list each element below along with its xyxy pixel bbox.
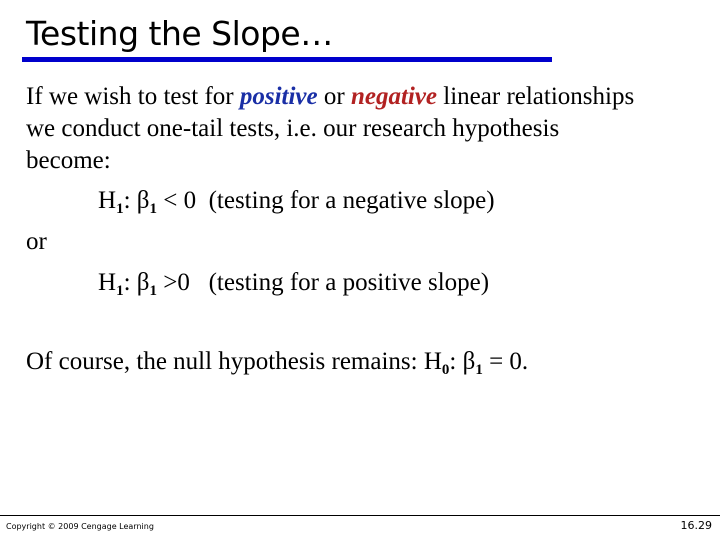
intro-text-b: or [317, 83, 351, 110]
h-subscript: 1 [116, 283, 124, 299]
h-symbol: H [98, 269, 117, 296]
or-text: or [26, 228, 47, 255]
footer-divider [0, 515, 720, 516]
intro-line-3: become: [26, 147, 111, 174]
copyright-notice: Copyright © 2009 Cengage Learning [6, 522, 154, 531]
beta-symbol: : β [449, 348, 476, 375]
h0-subscript: 0 [441, 362, 450, 378]
page-number: 16.29 [680, 519, 712, 532]
intro-line-2: we conduct one-tail tests, i.e. our research hypothesis [26, 115, 560, 142]
hypothesis-positive [98, 264, 489, 302]
negative-emphasis: negative [350, 83, 438, 110]
hypothesis-text: < 0 (testing for a negative slope) [156, 187, 495, 214]
beta-symbol: : β [123, 269, 150, 296]
null-value: = 0. [482, 348, 529, 375]
positive-emphasis: positive [239, 83, 318, 110]
beta-symbol: : β [123, 187, 150, 214]
title-underline [22, 57, 552, 62]
slide-title: Testing the Slope… [26, 14, 333, 53]
hypothesis-text: >0 (testing for a positive slope) [156, 269, 490, 296]
beta-subscript: 1 [149, 201, 157, 217]
beta-subscript: 1 [475, 362, 483, 378]
h-symbol: H [98, 187, 117, 214]
intro-text-c: linear relationships [437, 83, 635, 110]
null-text: Of course, the null hypothesis remains: H [26, 348, 442, 375]
h-subscript: 1 [116, 201, 124, 217]
intro-text-a: If we wish to test for [26, 83, 240, 110]
beta-subscript: 1 [149, 283, 157, 299]
null-hypothesis-line [26, 343, 528, 381]
hypothesis-negative [98, 182, 495, 220]
